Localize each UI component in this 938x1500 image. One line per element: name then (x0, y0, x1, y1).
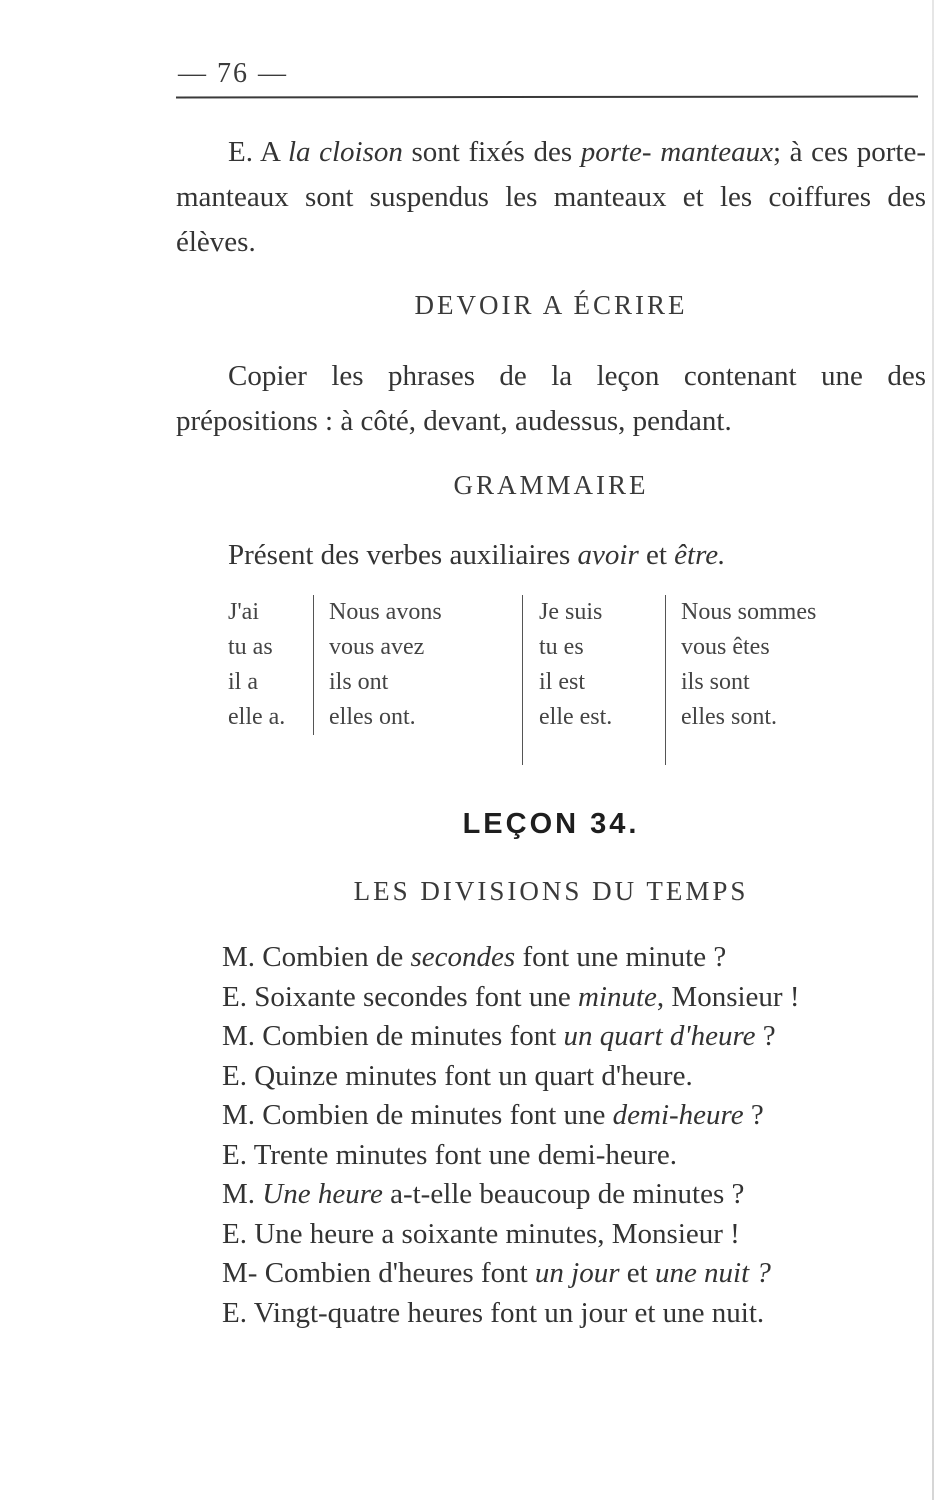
conjugation-form: vous êtes (681, 634, 770, 660)
conjugation-form: tu as (228, 634, 273, 660)
verb-etre: être. (674, 539, 726, 571)
verb-avoir: avoir (577, 539, 639, 571)
intro-paragraph (176, 130, 926, 265)
dialogue-line: E. Trente minutes font une demi-heure. (222, 1138, 678, 1171)
page-edge-shadow (932, 0, 934, 1500)
conjugation-form: Je suis (539, 599, 603, 625)
intro-text-3: ; à ces porte-manteaux sont suspendus les manteaux et les coiffures des élèves. (176, 136, 926, 258)
dialogue-line: M. Une heure a-t-elle beaucoup de minutes ? (222, 1178, 745, 1210)
lesson-subtitle: LES DIVISIONS DU TEMPS (353, 876, 749, 906)
dialogue (222, 938, 926, 1333)
conjugation-form: ils ont (329, 669, 389, 695)
conjugation-form: Nous sommes (681, 599, 817, 625)
conjugation-form: ils sont (681, 669, 750, 695)
page-number-header: — 76 — (178, 58, 288, 89)
conjugation-form: elle a. (228, 704, 286, 730)
devoir-heading: DEVOIR A ÉCRIRE (414, 290, 688, 320)
devoir-paragraph (176, 354, 926, 444)
dialogue-line: E. Vingt-quatre heures font un jour et une nuit. (222, 1296, 765, 1329)
lesson-title: LEÇON 34. (462, 808, 640, 840)
conjugation-form: J'ai (228, 599, 259, 625)
dialogue-line: E. Soixante secondes font une minute, Monsieur ! (222, 980, 800, 1013)
grammaire-conj: et (638, 539, 675, 571)
conjugation-form: Nous avons (329, 599, 442, 625)
dialogue-line: E. Une heure a soixante minutes, Monsieur ! (222, 1217, 740, 1250)
grammaire-intro (176, 533, 926, 578)
header-rule (176, 95, 918, 98)
intro-italic-porte-manteaux: porte- manteaux (580, 136, 773, 168)
conjugation-form: tu es (539, 634, 584, 660)
grammaire-text: Présent des verbes auxiliaires (228, 539, 578, 571)
dialogue-line: M. Combien de minutes font une demi-heure ? (222, 1099, 764, 1131)
conjugation-form: elles sont. (681, 704, 777, 730)
conjugation-column-avoir-singular (228, 595, 285, 765)
conjugation-form: il est (539, 669, 585, 695)
intro-text-1: E. A (228, 136, 288, 168)
conjugation-form: elle est. (539, 704, 613, 730)
conjugation-column-etre-singular (522, 595, 612, 765)
dialogue-line: M. Combien de minutes font un quart d'heure ? (222, 1020, 776, 1052)
conjugation-column-etre-plural (665, 595, 816, 765)
dialogue-line: E. Quinze minutes font un quart d'heure. (222, 1059, 693, 1092)
devoir-text: Copier les phrases de la leçon contenant une des prépositions : à côté, devant, audessus, pendant. (176, 360, 926, 437)
dialogue-line: M. Combien de secondes font une minute ? (222, 941, 727, 973)
conjugation-column-avoir-plural (313, 595, 442, 735)
conjugation-form: il a (228, 669, 258, 695)
intro-italic-cloison: la cloison (287, 136, 403, 168)
conjugation-form: vous avez (329, 634, 425, 660)
intro-text-2: sont fixés des (402, 136, 581, 168)
dialogue-line: M- Combien d'heures font un jour et une nuit ? (222, 1257, 771, 1289)
grammaire-heading: GRAMMAIRE (453, 470, 649, 500)
conjugation-form: elles ont. (329, 704, 416, 730)
